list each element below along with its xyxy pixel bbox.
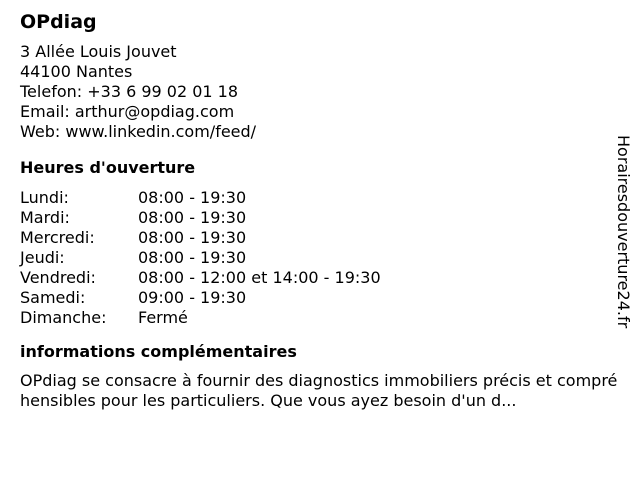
day-hours: 09:00 - 19:30 bbox=[138, 288, 247, 307]
address-line-1: 3 Allée Louis Jouvet bbox=[20, 42, 177, 61]
hours-row-sunday bbox=[20, 308, 610, 328]
day-label: Mercredi: bbox=[20, 228, 95, 247]
day-label: Lundi: bbox=[20, 188, 69, 207]
day-hours: 08:00 - 19:30 bbox=[138, 188, 247, 207]
day-label: Samedi: bbox=[20, 288, 86, 307]
day-label: Dimanche: bbox=[20, 308, 107, 327]
hours-row-thursday bbox=[20, 248, 610, 268]
info-heading: informations complémentaires bbox=[20, 342, 297, 361]
hours-heading: Heures d'ouverture bbox=[20, 158, 196, 177]
day-hours: 08:00 - 12:00 et 14:00 - 19:30 bbox=[138, 268, 381, 287]
day-label: Jeudi: bbox=[20, 248, 65, 267]
day-hours: 08:00 - 19:30 bbox=[138, 248, 247, 267]
address-line-2: 44100 Nantes bbox=[20, 62, 133, 81]
hours-row-friday bbox=[20, 268, 610, 288]
info-description: OPdiag se consacre à fournir des diagnostics immobiliers précis et compréhensibles pour les particuliers. Que vous ayez besoin d'un d... bbox=[20, 371, 618, 410]
hours-row-monday bbox=[20, 188, 610, 208]
day-label: Vendredi: bbox=[20, 268, 96, 287]
hours-row-wednesday bbox=[20, 228, 610, 248]
web-line: Web: www.linkedin.com/feed/ bbox=[20, 122, 257, 141]
phone-line: Telefon: +33 6 99 02 01 18 bbox=[20, 82, 239, 101]
business-name: OPdiag bbox=[20, 11, 97, 33]
day-hours: 08:00 - 19:30 bbox=[138, 228, 247, 247]
watermark-text: Horairesdouverture24.fr bbox=[614, 135, 633, 329]
day-label: Mardi: bbox=[20, 208, 70, 227]
business-card bbox=[20, 10, 618, 411]
day-hours: 08:00 - 19:30 bbox=[138, 208, 247, 227]
hours-row-saturday bbox=[20, 288, 610, 308]
email-line: Email: arthur@opdiag.com bbox=[20, 102, 235, 121]
day-hours: Fermé bbox=[138, 308, 188, 327]
hours-row-tuesday bbox=[20, 208, 610, 228]
